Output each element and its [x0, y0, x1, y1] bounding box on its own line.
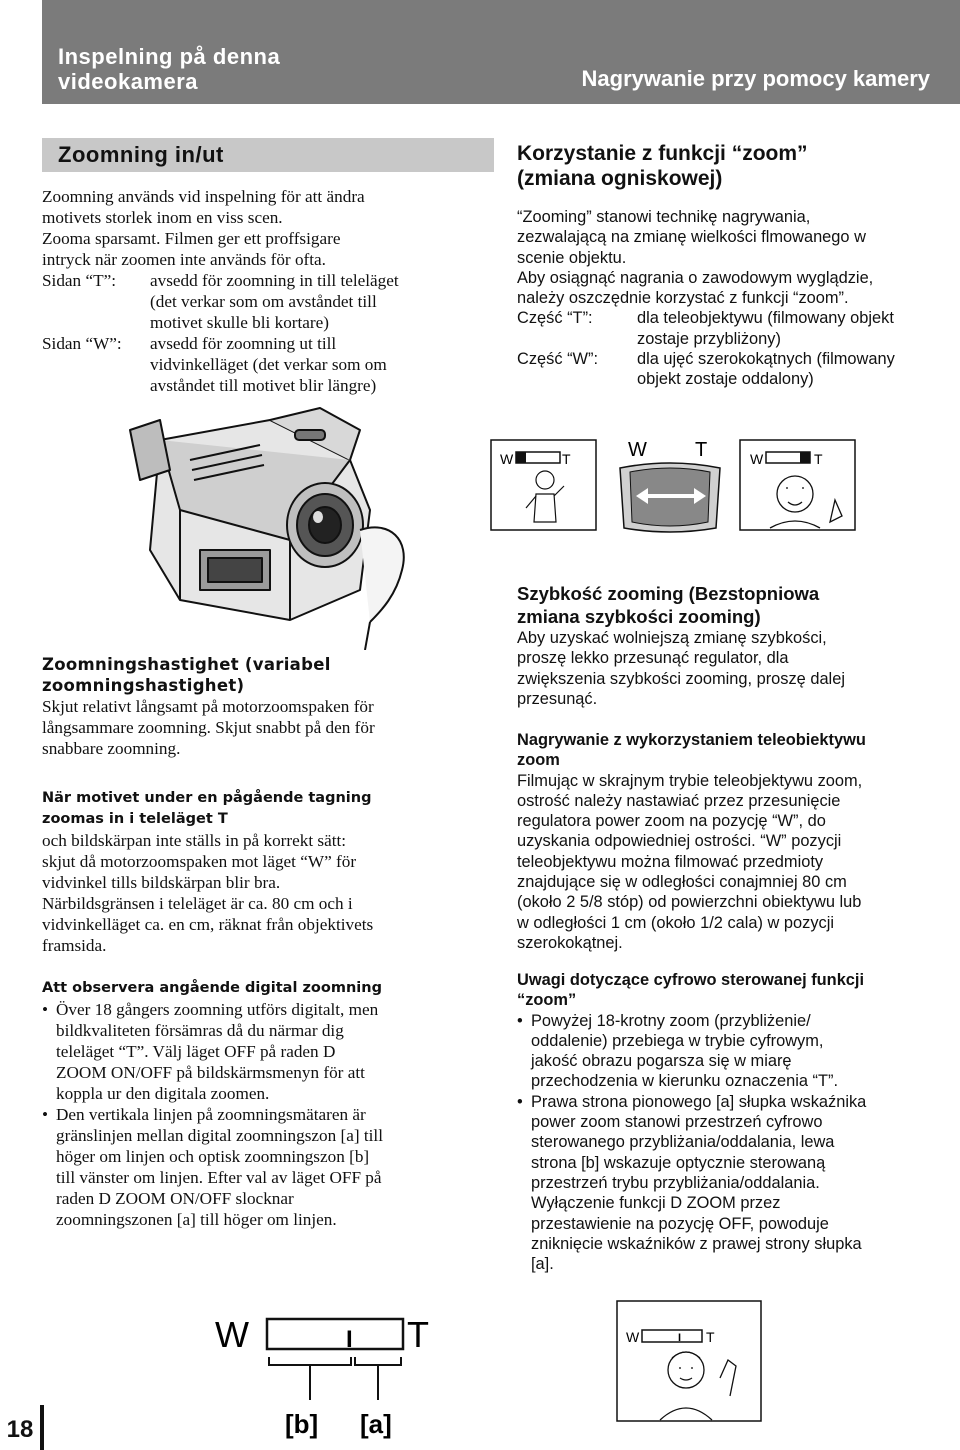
text-line: znajdujące się w odległości conajmniej 80 cm: [517, 873, 847, 892]
pl-notes-title: [517, 970, 957, 1011]
text-line: avsedd för zoomning ut till: [150, 334, 337, 353]
text-line: När motivet under en pågående tagning: [42, 790, 372, 806]
text-line: sterowanego przybliżania/oddalania, lewa: [531, 1133, 835, 1152]
list-item: [42, 999, 492, 1104]
text-line: och bildskärpan inte ställs in på korrekt sätt:: [42, 831, 347, 850]
text-line: zoom: [517, 751, 560, 770]
text-line: vidvinkel tills bildskärpan blir bra.: [42, 873, 281, 892]
frame-border: [617, 1301, 761, 1421]
pl-tele-body: [517, 771, 957, 954]
text-line: regulatora power zoom na pozycję “W”, do: [517, 812, 826, 831]
bullet-icon: •: [42, 1105, 49, 1124]
meter-t-label: T: [814, 451, 823, 467]
text-line: avsedd för zoomning in till teleläget: [150, 271, 399, 290]
zoom-meter-indicator: [516, 452, 526, 463]
def-label: Część “T”:: [517, 309, 593, 328]
text-line: raden D ZOOM ON/OFF slocknar: [56, 1189, 294, 1208]
sv-speed-body: [42, 696, 492, 759]
text-line: intryck när zoomen inte används för ofta.: [42, 250, 326, 269]
text-line: Aby osiągnąć nagrania o zawodowym wyglądzie,: [517, 268, 874, 287]
text-line: scenie objektu.: [517, 248, 627, 267]
zoom-meter-bar: [267, 1319, 403, 1349]
text-line: zoomningszonen [a] till höger om linjen.: [56, 1210, 337, 1229]
list-item: [42, 1104, 492, 1230]
text-line: motivets storlek inom en viss scen.: [42, 208, 283, 227]
sv-notes-list: [42, 999, 492, 1230]
header-title-sv-line1: Inspelning på denna: [58, 44, 281, 69]
text-line: Zooma sparsamt. Filmen ger ett proffsigare: [42, 229, 341, 248]
text-line: Skjut relativt långsamt på motorzoomspaken för: [42, 697, 374, 716]
pl-intro: [517, 207, 957, 390]
text-line: Nagrywanie z wykorzystaniem teleobiektywu: [517, 731, 866, 749]
text-line: dla teleobjektywu (filmowany objekt: [637, 309, 894, 328]
sv-tele-title: [42, 788, 492, 830]
meter-t-label: T: [562, 451, 571, 467]
header-title-sv-line2: videokamera: [58, 69, 199, 94]
text-line: przestrzeń trybu przybliżania/oddalania.: [531, 1173, 820, 1192]
text-line: zezwalającą na zmianę wielkości flmowanego w: [517, 228, 866, 247]
text-line: oddalenie) przebiega w trybie cyfrowym,: [531, 1031, 824, 1050]
person-frame-illustration: [616, 1300, 762, 1422]
camcorder-illustration: [120, 400, 420, 650]
text-line: zostaje przybliżony): [637, 329, 781, 348]
header-title-pl: Nagrywanie przy pomocy kamery: [581, 66, 930, 91]
text-line: ostrość należy nastawiać przez przesunięcie: [517, 791, 841, 810]
pl-speed-section: [517, 582, 957, 709]
text-line: strona [b] wskazuje optycznie sterowaną: [531, 1153, 826, 1172]
sv-speed-section: [42, 654, 492, 759]
text-line: långsammare zoomning. Skjut snabbt på den för: [42, 718, 375, 737]
text-line: bildkvaliteten försämras då du närmar dig: [56, 1021, 344, 1040]
text-line: skjut då motorzoomspaken mot läget “W” för: [42, 852, 357, 871]
zoom-meter-diagram: [215, 1305, 475, 1445]
def-label: Sidan “T”:: [42, 271, 116, 290]
text-line: Wyłączenie funkcji D ZOOM przez: [531, 1194, 781, 1213]
header-title-sv: [58, 44, 378, 94]
list-item: [517, 1092, 957, 1275]
text-line: power zoom stanowi przestrzeń cyfrowo: [531, 1113, 823, 1132]
page-number-tab: [40, 1405, 44, 1450]
text-line: szerokokątnej.: [517, 933, 623, 952]
text-line: teleläget “T”. Välj läget OFF på raden D: [56, 1042, 336, 1061]
text-line: objekt zostaje oddalony): [637, 370, 814, 389]
sv-intro: [42, 186, 492, 396]
text-line: Prawa strona pionowego [a] słupka wskaźnika: [531, 1092, 867, 1111]
text-line: “Zooming” stanowi technikę nagrywania,: [517, 208, 811, 226]
section-title-pl: [517, 141, 947, 191]
pl-notes-list: [517, 1011, 957, 1275]
zoom-lever-diagram: [490, 438, 890, 540]
def-label: Część “W”:: [517, 350, 599, 369]
text-line: Uwagi dotyczące cyfrowo sterowanej funkcji: [517, 971, 865, 989]
meter-divider-label: I: [346, 1326, 353, 1353]
pl-tele-section: [517, 730, 957, 953]
text-line: Powyżej 18-krotny zoom (przybliżenie/: [531, 1011, 811, 1030]
meter-w-label: W: [215, 1314, 249, 1355]
text-line: till vänster om linjen. Efter val av läget OFF på: [56, 1168, 382, 1187]
text-line: zwiększenia szybkości zooming, proszę dalej: [517, 669, 845, 688]
page-number: 18: [6, 1416, 34, 1443]
text-line: przesunąć.: [517, 689, 598, 708]
pl-speed-body: [517, 628, 957, 709]
meter-divider-label: I: [678, 1332, 682, 1344]
text-line: przestawienie na pozycję OFF, powoduje: [531, 1214, 829, 1233]
text-line: (około 2 5/8 stóp) od powierzchni obiektywu lub: [517, 893, 862, 912]
text-line: Närbildsgränsen i teleläget är ca. 80 cm och i: [42, 894, 353, 913]
text-line: avståndet till motivet blir längre): [150, 376, 377, 395]
sv-def-w: [42, 333, 492, 396]
zoom-lever-icon: [620, 439, 720, 532]
zone-a-label: [a]: [360, 1409, 392, 1439]
text-line: Den vertikala linjen på zoomningsmätaren är: [56, 1105, 366, 1124]
text-line: zoomningshastighet): [42, 676, 245, 695]
text-line: przechodzenia w kierunku oznaczenia “T”.: [531, 1072, 839, 1091]
sv-notes-title: Att observera angående digital zoomning: [42, 980, 382, 996]
lever-t-label: T: [695, 439, 708, 461]
text-line: (det verkar som om avståndet till: [150, 292, 377, 311]
text-line: motivet skulle bli kortare): [150, 313, 329, 332]
text-line: gränslinjen mellan digital zoomningszon [a] till: [56, 1126, 383, 1145]
bullet-icon: •: [517, 1011, 523, 1030]
text-line: Zoomningshastighet (variabel: [42, 655, 331, 674]
section-title-sv: Zoomning in/ut: [58, 142, 224, 167]
zoom-meter-indicator: [800, 452, 810, 463]
text-line: Szybkość zooming (Bezstopniowa: [517, 583, 820, 604]
text-line: zmiana szybkości zooming): [517, 606, 761, 627]
text-line: höger om linjen och optisk zoomningszon [b]: [56, 1147, 370, 1166]
pl-def-t: [517, 308, 957, 349]
text-line: dla ujęć szerokokątnych (filmowany: [637, 350, 895, 369]
text-line: vidvinkelläget (det verkar som om: [150, 355, 387, 374]
sv-speed-title: [42, 654, 492, 696]
text-line: Korzystanie z funkcji “zoom”: [517, 142, 808, 165]
def-label: Sidan “W”:: [42, 334, 122, 353]
text-line: framsida.: [42, 936, 107, 955]
text-line: “zoom”: [517, 991, 577, 1010]
meter-t-label: T: [706, 1329, 715, 1345]
text-line: zniknięcie wskaźników z prawej strony słupka: [531, 1234, 862, 1253]
pl-def-w: [517, 349, 957, 390]
text-line: w odległości 1 cm (około 1/2 cala) w pozycji: [517, 913, 835, 932]
bullet-icon: •: [42, 1000, 49, 1019]
meter-w-label: W: [750, 451, 764, 467]
pl-speed-title: [517, 582, 957, 628]
sv-tele-body: [42, 830, 492, 956]
text-line: Filmując w skrajnym trybie teleobjektywu zoom,: [517, 771, 863, 790]
text-line: zoomas in i teleläget T: [42, 811, 228, 827]
meter-w-label: W: [500, 451, 514, 467]
text-line: vidvinkelläget ca. en cm, räknat från objektivets: [42, 915, 374, 934]
sv-notes-section: [42, 978, 492, 1230]
text-line: snabbare zoomning.: [42, 739, 181, 758]
text-line: Över 18 gångers zoomning utförs digitalt, men: [56, 1000, 379, 1019]
meter-w-label: W: [626, 1329, 640, 1345]
sv-tele-section: [42, 788, 492, 956]
text-line: (zmiana ogniskowej): [517, 167, 723, 190]
zoom-meter-icon: [642, 1330, 702, 1342]
text-line: Aby uzyskać wolniejszą zmianę szybkości,: [517, 629, 827, 647]
pl-notes-section: [517, 970, 957, 1274]
text-line: koppla ur den digitala zoomen.: [56, 1084, 270, 1103]
text-line: proszę lekko przesunąć regulator, dla: [517, 649, 789, 668]
text-line: ZOOM ON/OFF på bildskärmsmenyn för att: [56, 1063, 365, 1082]
lever-w-label: W: [628, 439, 647, 461]
bullet-icon: •: [517, 1092, 523, 1111]
text-line: jakość obrazu pogarsza się w miarę: [531, 1052, 792, 1071]
text-line: Zoomning används vid inspelning för att ändra: [42, 187, 365, 206]
sv-def-t: [42, 270, 492, 333]
text-line: teleobjektywu można filmować przedmioty: [517, 852, 824, 871]
pl-tele-title: [517, 730, 957, 771]
text-line: uzyskania odpowiedniej ostrości. “W” pozycji: [517, 832, 842, 851]
text-line: należy oszczędnie korzystać z funkcji “zoom”.: [517, 289, 849, 308]
zone-b-label: [b]: [285, 1409, 319, 1439]
zone-brackets: [269, 1357, 401, 1400]
text-line: [a].: [531, 1255, 554, 1274]
meter-t-label: T: [407, 1314, 429, 1355]
list-item: [517, 1011, 957, 1092]
